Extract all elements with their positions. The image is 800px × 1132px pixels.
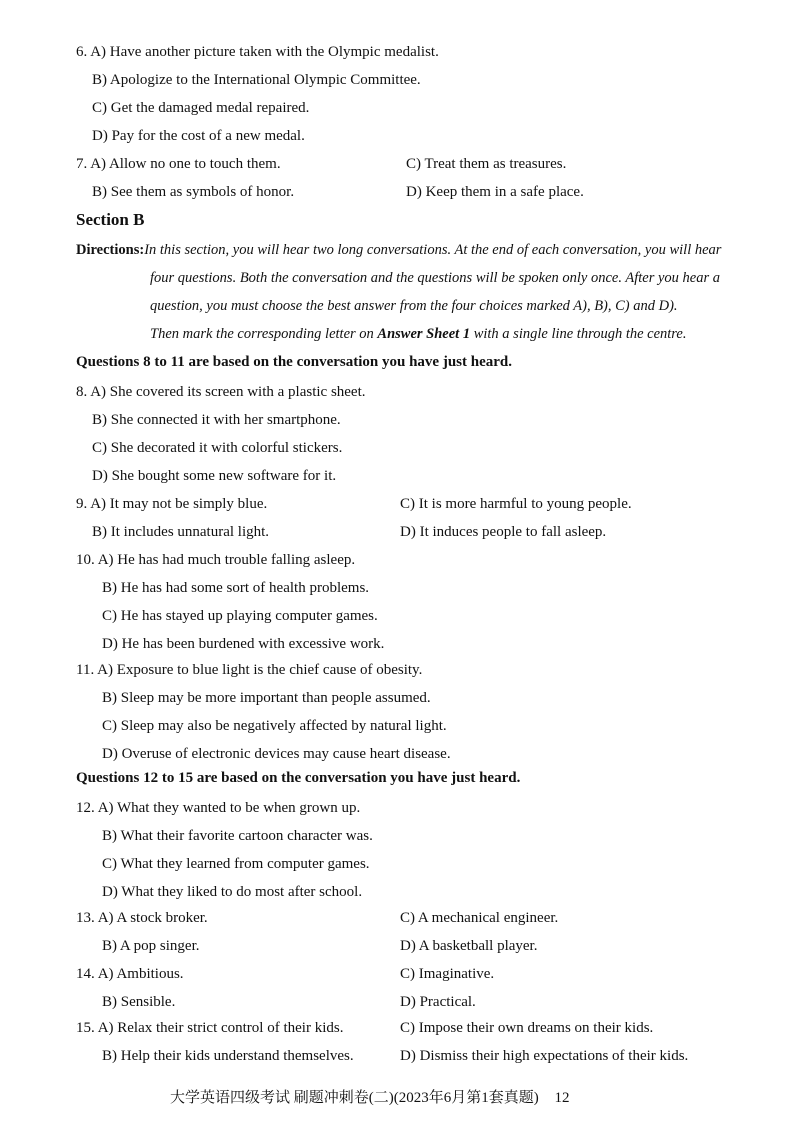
- question-15-option-a: 15. A) Relax their strict control of their kids.: [76, 1020, 344, 1036]
- question-11-option-d: D) Overuse of electronic devices may cause heart disease.: [102, 746, 451, 762]
- question-6-option-a: 6. A) Have another picture taken with the Olympic medalist.: [76, 44, 439, 60]
- question-14-option-a: 14. A) Ambitious.: [76, 966, 184, 982]
- question-9-option-a: 9. A) It may not be simply blue.: [76, 496, 268, 512]
- question-10-number: 10.: [76, 552, 95, 568]
- question-8-option-c: C) She decorated it with colorful stickers.: [92, 440, 343, 456]
- question-7-option-c: C) Treat them as treasures.: [406, 156, 567, 172]
- question-12-option-d: D) What they liked to do most after school.: [102, 884, 363, 900]
- question-6-option-c: C) Get the damaged medal repaired.: [92, 100, 310, 116]
- question-13-number: 13.: [76, 910, 95, 926]
- question-7-option-d: D) Keep them in a safe place.: [406, 184, 584, 200]
- directions-line-4: Then mark the corresponding letter on Answer Sheet 1 with a single line through the centre.: [150, 326, 687, 342]
- question-11-option-a: 11. A) Exposure to blue light is the chief cause of obesity.: [76, 662, 423, 678]
- question-8-option-a: 8. A) She covered its screen with a plastic sheet.: [76, 384, 366, 400]
- question-group-8-11-heading: Questions 8 to 11 are based on the conversation you have just heard.: [76, 354, 512, 370]
- question-10-option-c: C) He has stayed up playing computer games.: [102, 608, 378, 624]
- question-7-option-a: 7. A) Allow no one to touch them.: [76, 156, 281, 172]
- question-6-number: 6.: [76, 44, 88, 60]
- question-10-option-d: D) He has been burdened with excessive work.: [102, 636, 385, 652]
- question-9-option-c: C) It is more harmful to young people.: [400, 496, 632, 512]
- question-12-option-a: 12. A) What they wanted to be when grown up.: [76, 800, 361, 816]
- question-13-option-a: 13. A) A stock broker.: [76, 910, 208, 926]
- question-9-option-d: D) It induces people to fall asleep.: [400, 524, 607, 540]
- question-7-number: 7.: [76, 156, 88, 172]
- question-11-option-b: B) Sleep may be more important than people assumed.: [102, 690, 431, 706]
- answer-sheet-reference: Answer Sheet 1: [377, 326, 471, 342]
- question-13-option-b: B) A pop singer.: [102, 938, 200, 954]
- question-12-number: 12.: [76, 800, 95, 816]
- directions-label: Directions:: [76, 242, 145, 258]
- question-12-option-c: C) What they learned from computer games.: [102, 856, 370, 872]
- question-11-number: 11.: [76, 662, 95, 678]
- question-10-option-b: B) He has had some sort of health problems.: [102, 580, 370, 596]
- question-13-option-c: C) A mechanical engineer.: [400, 910, 559, 926]
- question-8-option-b: B) She connected it with her smartphone.: [92, 412, 341, 428]
- directions-line-2: four questions. Both the conversation and the questions will be spoken only once. After you hear a: [150, 270, 720, 286]
- question-8-number: 8.: [76, 384, 88, 400]
- question-15-option-b: B) Help their kids understand themselves.: [102, 1048, 354, 1064]
- question-12-option-b: B) What their favorite cartoon character was.: [102, 828, 373, 844]
- question-15-number: 15.: [76, 1020, 95, 1036]
- question-8-option-d: D) She bought some new software for it.: [92, 468, 337, 484]
- question-14-number: 14.: [76, 966, 95, 982]
- footer-title: 大学英语四级考试 刷题冲刺卷(二)(2023年6月第1套真题): [170, 1090, 539, 1106]
- question-9-option-b: B) It includes unnatural light.: [92, 524, 270, 540]
- question-14-option-b: B) Sensible.: [102, 994, 176, 1010]
- question-10-option-a: 10. A) He has had much trouble falling asleep.: [76, 552, 356, 568]
- page-number: 12: [554, 1090, 570, 1106]
- question-15-option-c: C) Impose their own dreams on their kids.: [400, 1020, 654, 1036]
- directions-line-1: Directions:In this section, you will hear two long conversations. At the end of each conversation, you will hear: [76, 242, 722, 258]
- question-9-number: 9.: [76, 496, 88, 512]
- question-6-option-b: B) Apologize to the International Olympic Committee.: [92, 72, 421, 88]
- question-13-option-d: D) A basketball player.: [400, 938, 538, 954]
- question-14-option-d: D) Practical.: [400, 994, 476, 1010]
- question-group-12-15-heading: Questions 12 to 15 are based on the conversation you have just heard.: [76, 770, 521, 786]
- question-7-option-b: B) See them as symbols of honor.: [92, 184, 295, 200]
- section-b-heading: Section B: [76, 210, 145, 229]
- question-15-option-d: D) Dismiss their high expectations of their kids.: [400, 1048, 689, 1064]
- question-6-option-d: D) Pay for the cost of a new medal.: [92, 128, 305, 144]
- question-14-option-c: C) Imaginative.: [400, 966, 495, 982]
- directions-line-3: question, you must choose the best answer from the four choices marked A), B), C) and D).: [150, 298, 678, 314]
- page-footer: [170, 1086, 569, 1107]
- question-11-option-c: C) Sleep may also be negatively affected by natural light.: [102, 718, 447, 734]
